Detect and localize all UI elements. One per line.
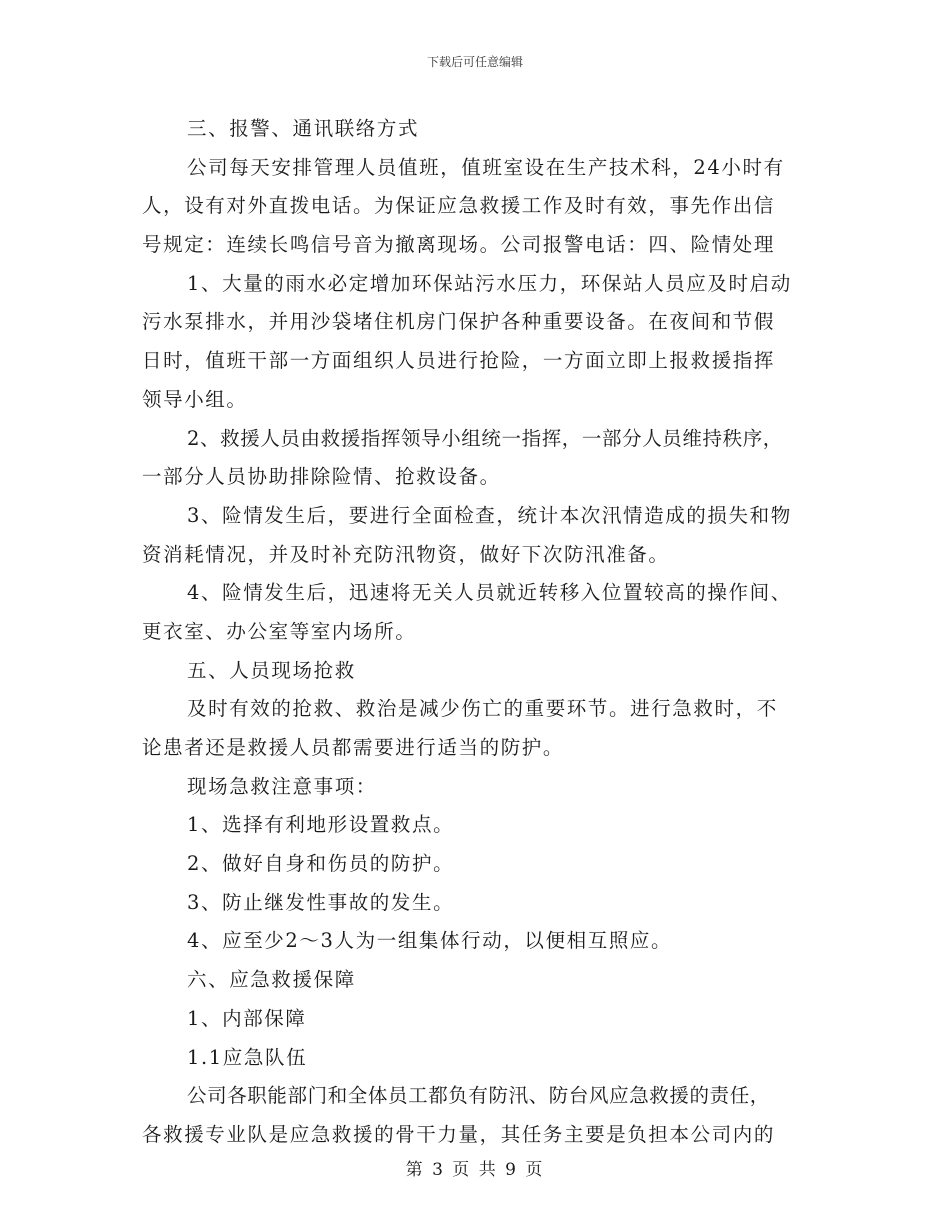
page-number: 第 3 页 共 9 页 [405,1160,545,1180]
paragraph-line: 日时，值班干部一方面组织人员进行抢险，一方面立即上报救援指挥 [142,349,776,373]
list-item: 4、应至少2～3人为一组集体行动，以便相互照应。 [187,929,673,953]
paragraph-line: 各救援专业队是应急救援的骨干力量，其任务主要是负担本公司内的 [142,1122,776,1146]
paragraph-line: 污水泵排水，并用沙袋堵住机房门保护各种重要设备。在夜间和节假 [142,310,776,334]
paragraph-line: 人，设有对外直拨电话。为保证应急救援工作及时有效，事先作出信 [142,194,776,218]
list-item: 1、选择有利地形设置救点。 [187,813,455,837]
section-heading-rescue: 五、人员现场抢救 [187,658,356,682]
paragraph-line: 公司每天安排管理人员值班，值班室设在生产技术科，24小时有 [187,155,785,179]
paragraph-line: 1、大量的雨水必定增加环保站污水压力，环保站人员应及时启动 [187,271,792,295]
paragraph-line: 领导小组。 [142,387,248,411]
paragraph-line: 4、险情发生后，迅速将无关人员就近转移入位置较高的操作间、 [187,581,792,605]
paragraph-line: 公司各职能部门和全体员工都负有防汛、防台风应急救援的责任， [187,1084,770,1108]
paragraph-line: 号规定：连续长鸣信号音为撤离现场。公司报警电话：四、险情处理 [142,233,776,257]
paragraph-line: 一部分人员协助排除险情、抢救设备。 [142,465,501,489]
list-item: 3、防止继发性事故的发生。 [187,890,455,914]
section-heading-support: 六、应急救援保障 [187,968,356,992]
paragraph-line: 现场急救注意事项： [187,774,377,798]
subsection-heading: 1.1应急队伍 [187,1045,308,1069]
paragraph-line: 3、险情发生后，要进行全面检查，统计本次汛情造成的损失和物 [187,503,792,527]
paragraph-line: 及时有效的抢救、救治是减少伤亡的重要环节。进行急救时，不 [187,697,778,721]
paragraph-line: 更衣室、办公室等室内场所。 [142,619,417,643]
section-heading-alarm: 三、报警、通讯联络方式 [187,117,420,140]
paragraph-line: 论患者还是救援人员都需要进行适当的防护。 [142,736,565,759]
document-body [142,110,822,1155]
page-header: 下载后可任意编辑 [426,55,523,69]
paragraph-line: 资消耗情况，并及时补充防汛物资，做好下次防汛准备。 [142,542,670,566]
subsection-heading: 1、内部保障 [187,1006,307,1030]
paragraph-line: 2、救援人员由救援指挥领导小组统一指挥，一部分人员维持秩序， [187,426,783,450]
list-item: 2、做好自身和伤员的防护。 [187,852,455,876]
